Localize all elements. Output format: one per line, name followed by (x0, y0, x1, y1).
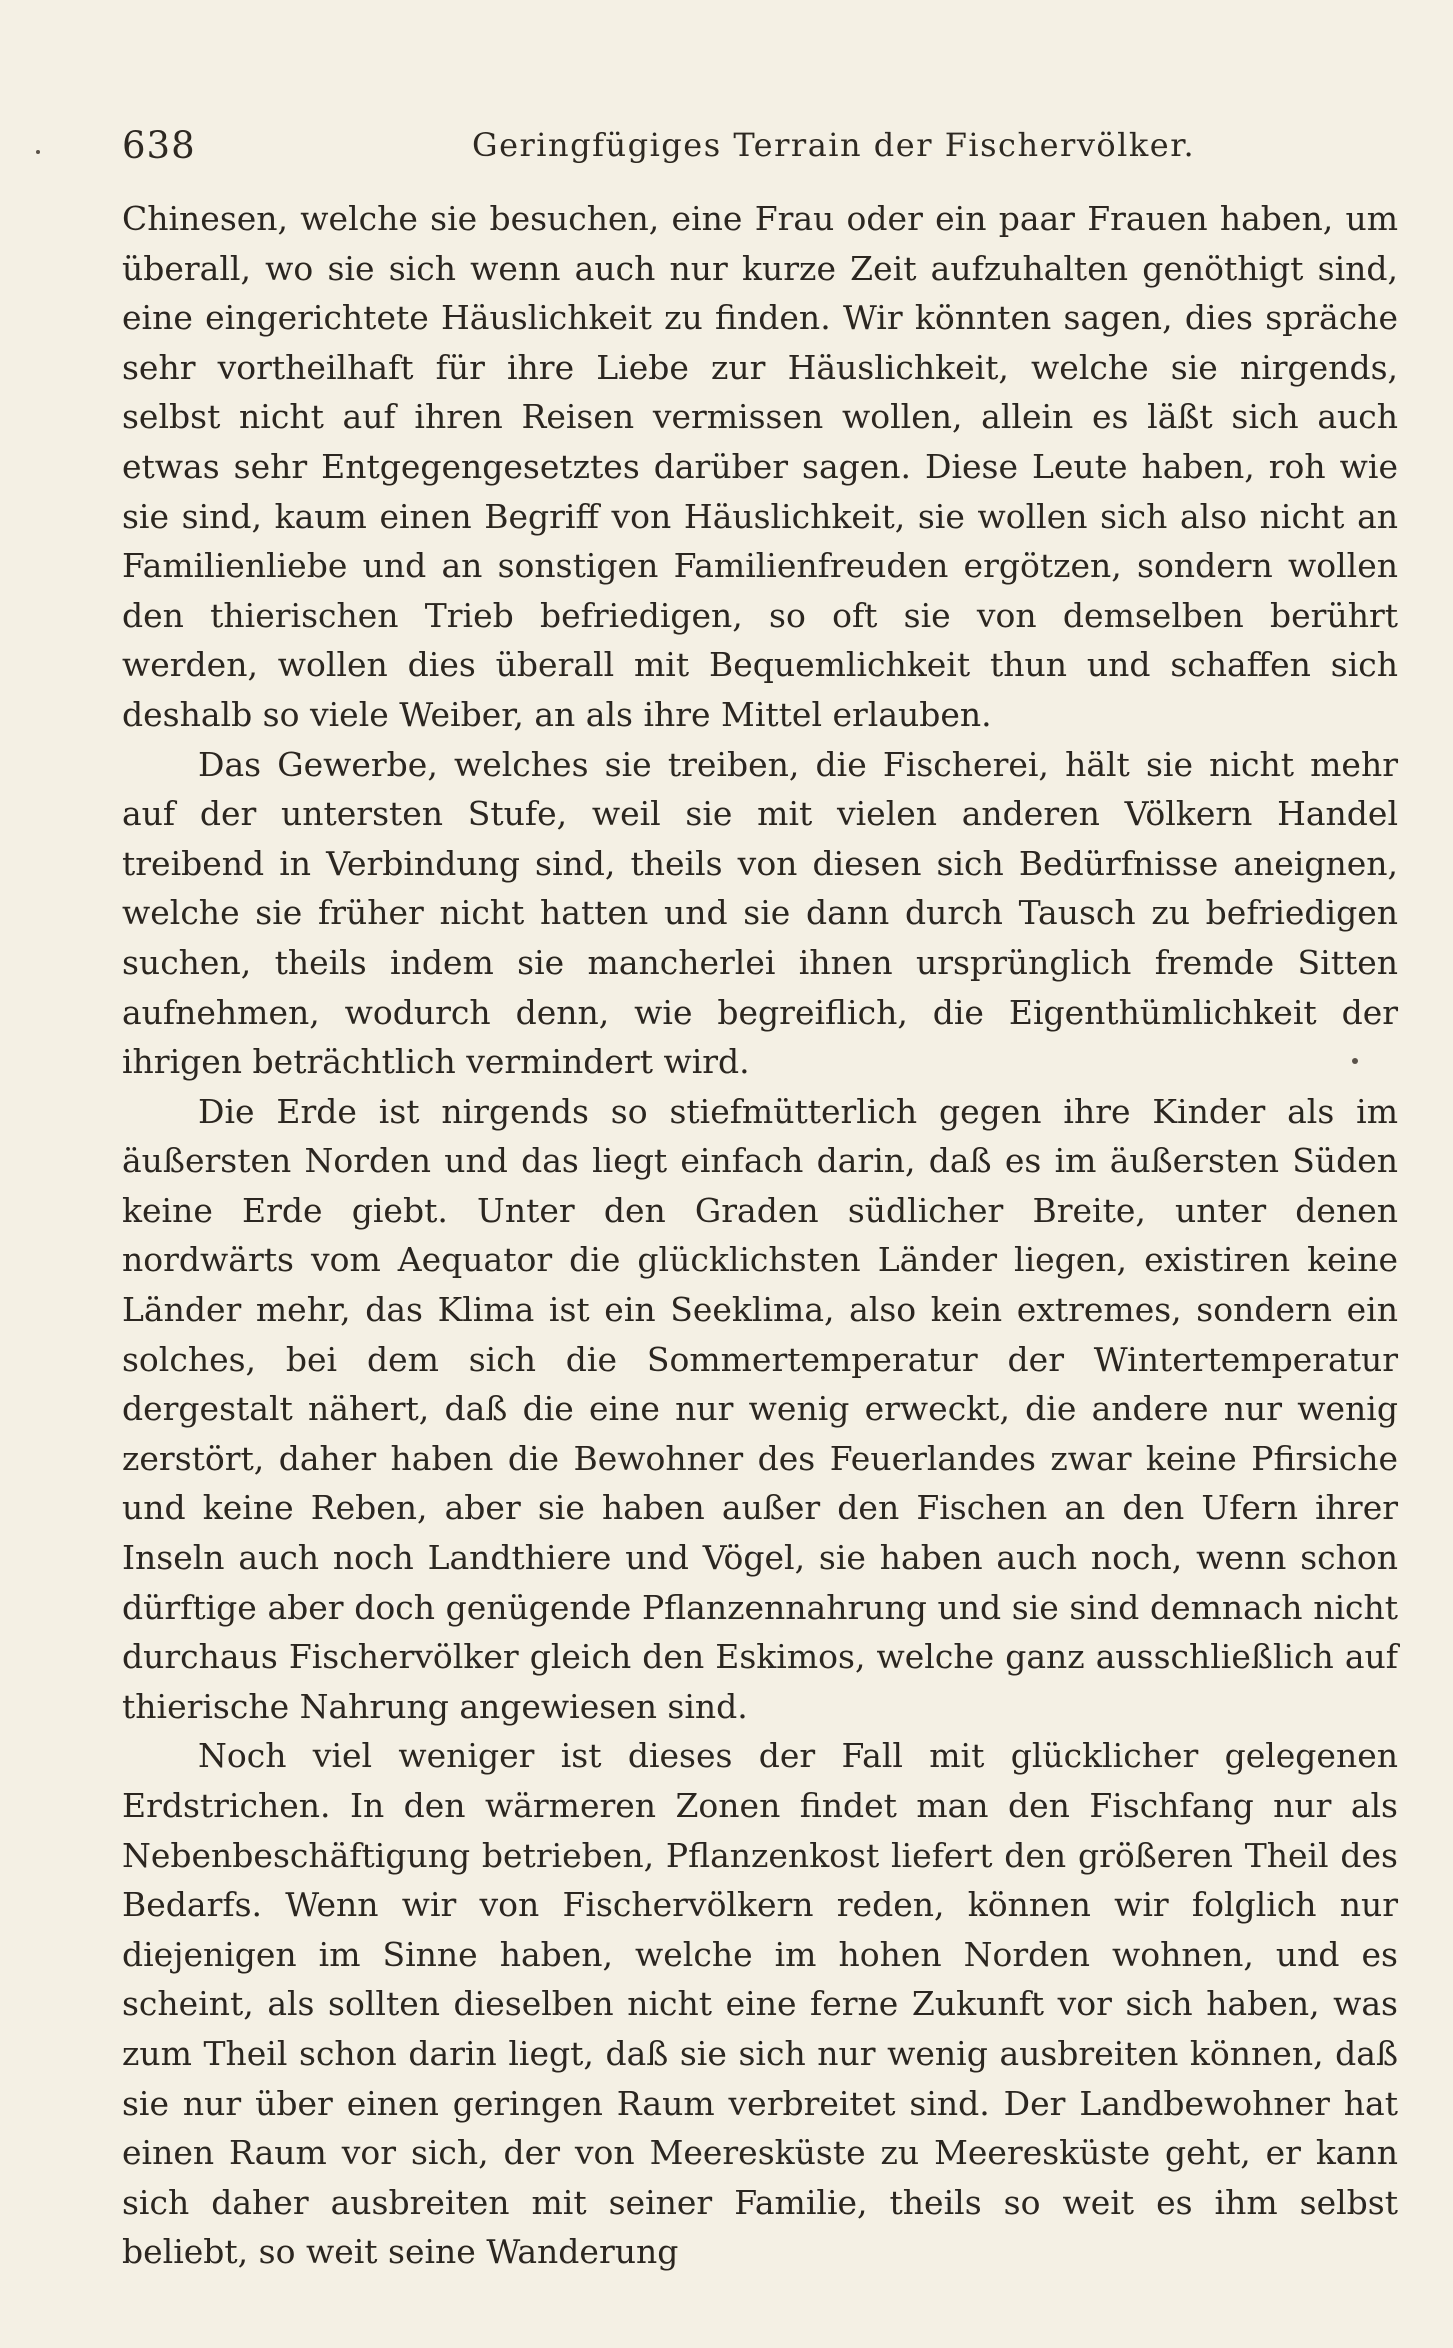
body-text (122, 194, 1398, 2277)
ink-speck (1352, 1058, 1358, 1064)
paragraph: Chinesen, welche sie besuchen, eine Frau oder ein paar Frauen haben, um überall, wo sie sich wenn auch nur kurze Zeit aufzuhalten genöthigt sind, eine eingerichtete Häuslichkeit zu finden. Wir könnten sagen, dies spräche sehr vortheilhaft für ihre Liebe zur Häuslichkeit, welche sie nirgends, selbst nicht auf ihren Reisen vermissen wollen, allein es läßt sich auch etwas sehr Entgegengesetztes darüber sagen. Diese Leute haben, roh wie sie sind, kaum einen Begriff von Häuslichkeit, sie wollen sich also nicht an Familienliebe und an sonstigen Familienfreuden ergötzen, sondern wollen den thierischen Trieb befriedigen, so oft sie von demselben berührt werden, wollen dies überall mit Bequemlichkeit thun und schaffen sich deshalb so viele Weiber, an als ihre Mittel erlauben. (122, 199, 1398, 734)
paragraph: Noch viel weniger ist dieses der Fall mit glücklicher gelegenen Erdstrichen. In den wärmeren Zonen findet man den Fischfang nur als Nebenbeschäftigung betrieben, Pflanzenkost liefert den größeren Theil des Bedarfs. Wenn wir von Fischervölkern reden, können wir folglich nur diejenigen im Sinne haben, welche im hohen Norden wohnen, und es scheint, als sollten dieselben nicht eine ferne Zukunft vor sich haben, was zum Theil schon darin liegt, daß sie sich nur wenig ausbreiten können, daß sie nur über einen geringen Raum verbreitet sind. Der Landbewohner hat einen Raum vor sich, der von Meeresküste zu Meeresküste geht, er kann sich daher ausbreiten mit seiner Familie, theils so weit es ihm selbst beliebt, so weit seine Wanderung (122, 1736, 1398, 2272)
paragraph: Die Erde ist nirgends so stiefmütterlich gegen ihre Kinder als im äußersten Norden und das liegt einfach darin, daß es im äußersten Süden keine Erde giebt. Unter den Graden südlicher Breite, unter denen nordwärts vom Aequator die glücklichsten Länder liegen, existiren keine Länder mehr, das Klima ist ein Seeklima, also kein extremes, sondern ein solches, bei dem sich die Sommertemperatur der Wintertemperatur dergestalt nähert, daß die eine nur wenig erweckt, die andere nur wenig zerstört, daher haben die Bewohner des Feuerlandes zwar keine Pfirsiche und keine Reben, aber sie haben außer den Fischen an den Ufern ihrer Inseln auch noch Landthiere und Vögel, sie haben auch noch, wenn schon dürftige aber doch genügende Pflanzennahrung und sie sind demnach nicht durchaus Fischervölker gleich den Eskimos, welche ganz ausschließlich auf thierische Nahrung angewiesen sind. (122, 1091, 1398, 1726)
page-number: 638 (122, 124, 196, 167)
paragraph: Das Gewerbe, welches sie treiben, die Fischerei, hält sie nicht mehr auf der untersten Stufe, weil sie mit vielen anderen Völkern Handel treibend in Verbindung sind, theils von diesen sich Bedürfnisse aneignen, welche sie früher nicht hatten und sie dann durch Tausch zu befriedigen suchen, theils indem sie mancherlei ihnen ursprünglich fremde Sitten aufnehmen, wodurch denn, wie begreiflich, die Eigenthümlichkeit der ihrigen beträchtlich vermindert wird. (122, 744, 1398, 1082)
ink-speck (36, 150, 40, 154)
page-header (122, 118, 1402, 174)
running-head: Geringfügiges Terrain der Fischervölker. (472, 126, 1196, 164)
